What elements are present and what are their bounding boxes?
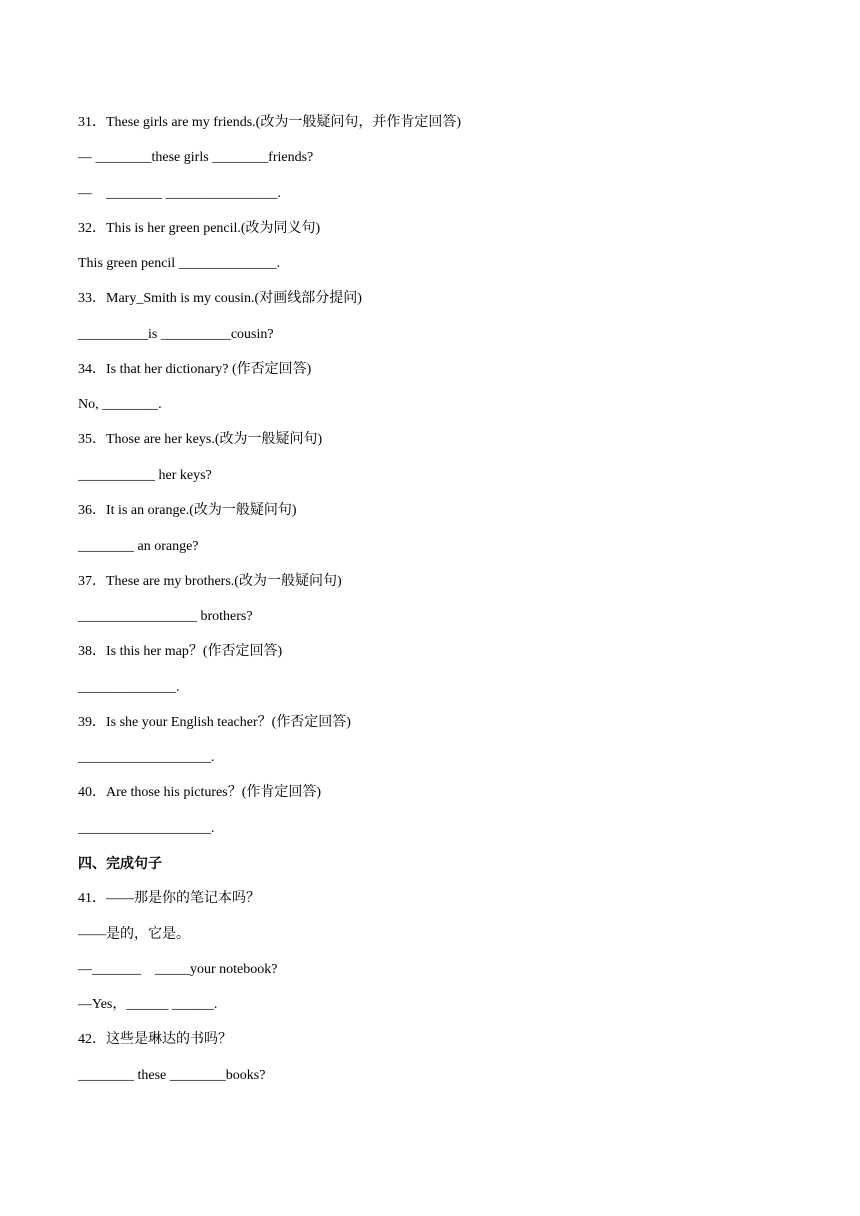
question-37: 37．These are my brothers.(改为一般疑问句) (78, 574, 342, 589)
question-32: 32．This is her green pencil.(改为同义句) (78, 221, 321, 236)
question-35: 35．Those are her keys.(改为一般疑问句) (78, 432, 323, 447)
question-31: 31．These girls are my friends.(改为一般疑问句，并作肯定回答) (78, 115, 461, 130)
question-33: 33．Mary_Smith is my cousin.(对画线部分提问) (78, 291, 362, 306)
question-38: 38．Is this her map？(作否定回答) (78, 644, 283, 659)
answer-line-36: ________ an orange? (78, 539, 199, 554)
question-42: 42．这些是琳达的书吗？ (78, 1032, 232, 1047)
answer-line-34: No, ________. (78, 397, 162, 412)
answer-line-31a: — ________these girls ________friends? (78, 150, 314, 165)
question-39: 39．Is she your English teacher？(作否定回答) (78, 715, 351, 730)
answer-line-35: ___________ her keys? (78, 468, 212, 483)
question-41-reply: ——是的，它是。 (78, 927, 190, 942)
answer-line-41a: —_______ _____your notebook? (78, 962, 278, 977)
answer-line-40: ___________________. (78, 821, 215, 836)
question-40: 40．Are those his pictures？(作肯定回答) (78, 785, 322, 800)
question-36: 36．It is an orange.(改为一般疑问句) (78, 503, 297, 518)
answer-line-37: _________________ brothers? (78, 609, 253, 624)
answer-line-42: ________ these ________books? (78, 1068, 266, 1083)
answer-line-31b: — ________ ________________. (78, 186, 281, 201)
question-41: 41．——那是你的笔记本吗？ (78, 891, 260, 906)
answer-line-32: This green pencil ______________. (78, 256, 281, 271)
answer-line-33: __________is __________cousin? (78, 327, 274, 342)
question-34: 34．Is that her dictionary? (作否定回答) (78, 362, 312, 377)
answer-line-39: ___________________. (78, 750, 215, 765)
section-heading: 四、完成句子 (78, 856, 162, 872)
answer-line-41b: —Yes，______ ______. (78, 997, 218, 1012)
answer-line-38: ______________. (78, 680, 180, 695)
